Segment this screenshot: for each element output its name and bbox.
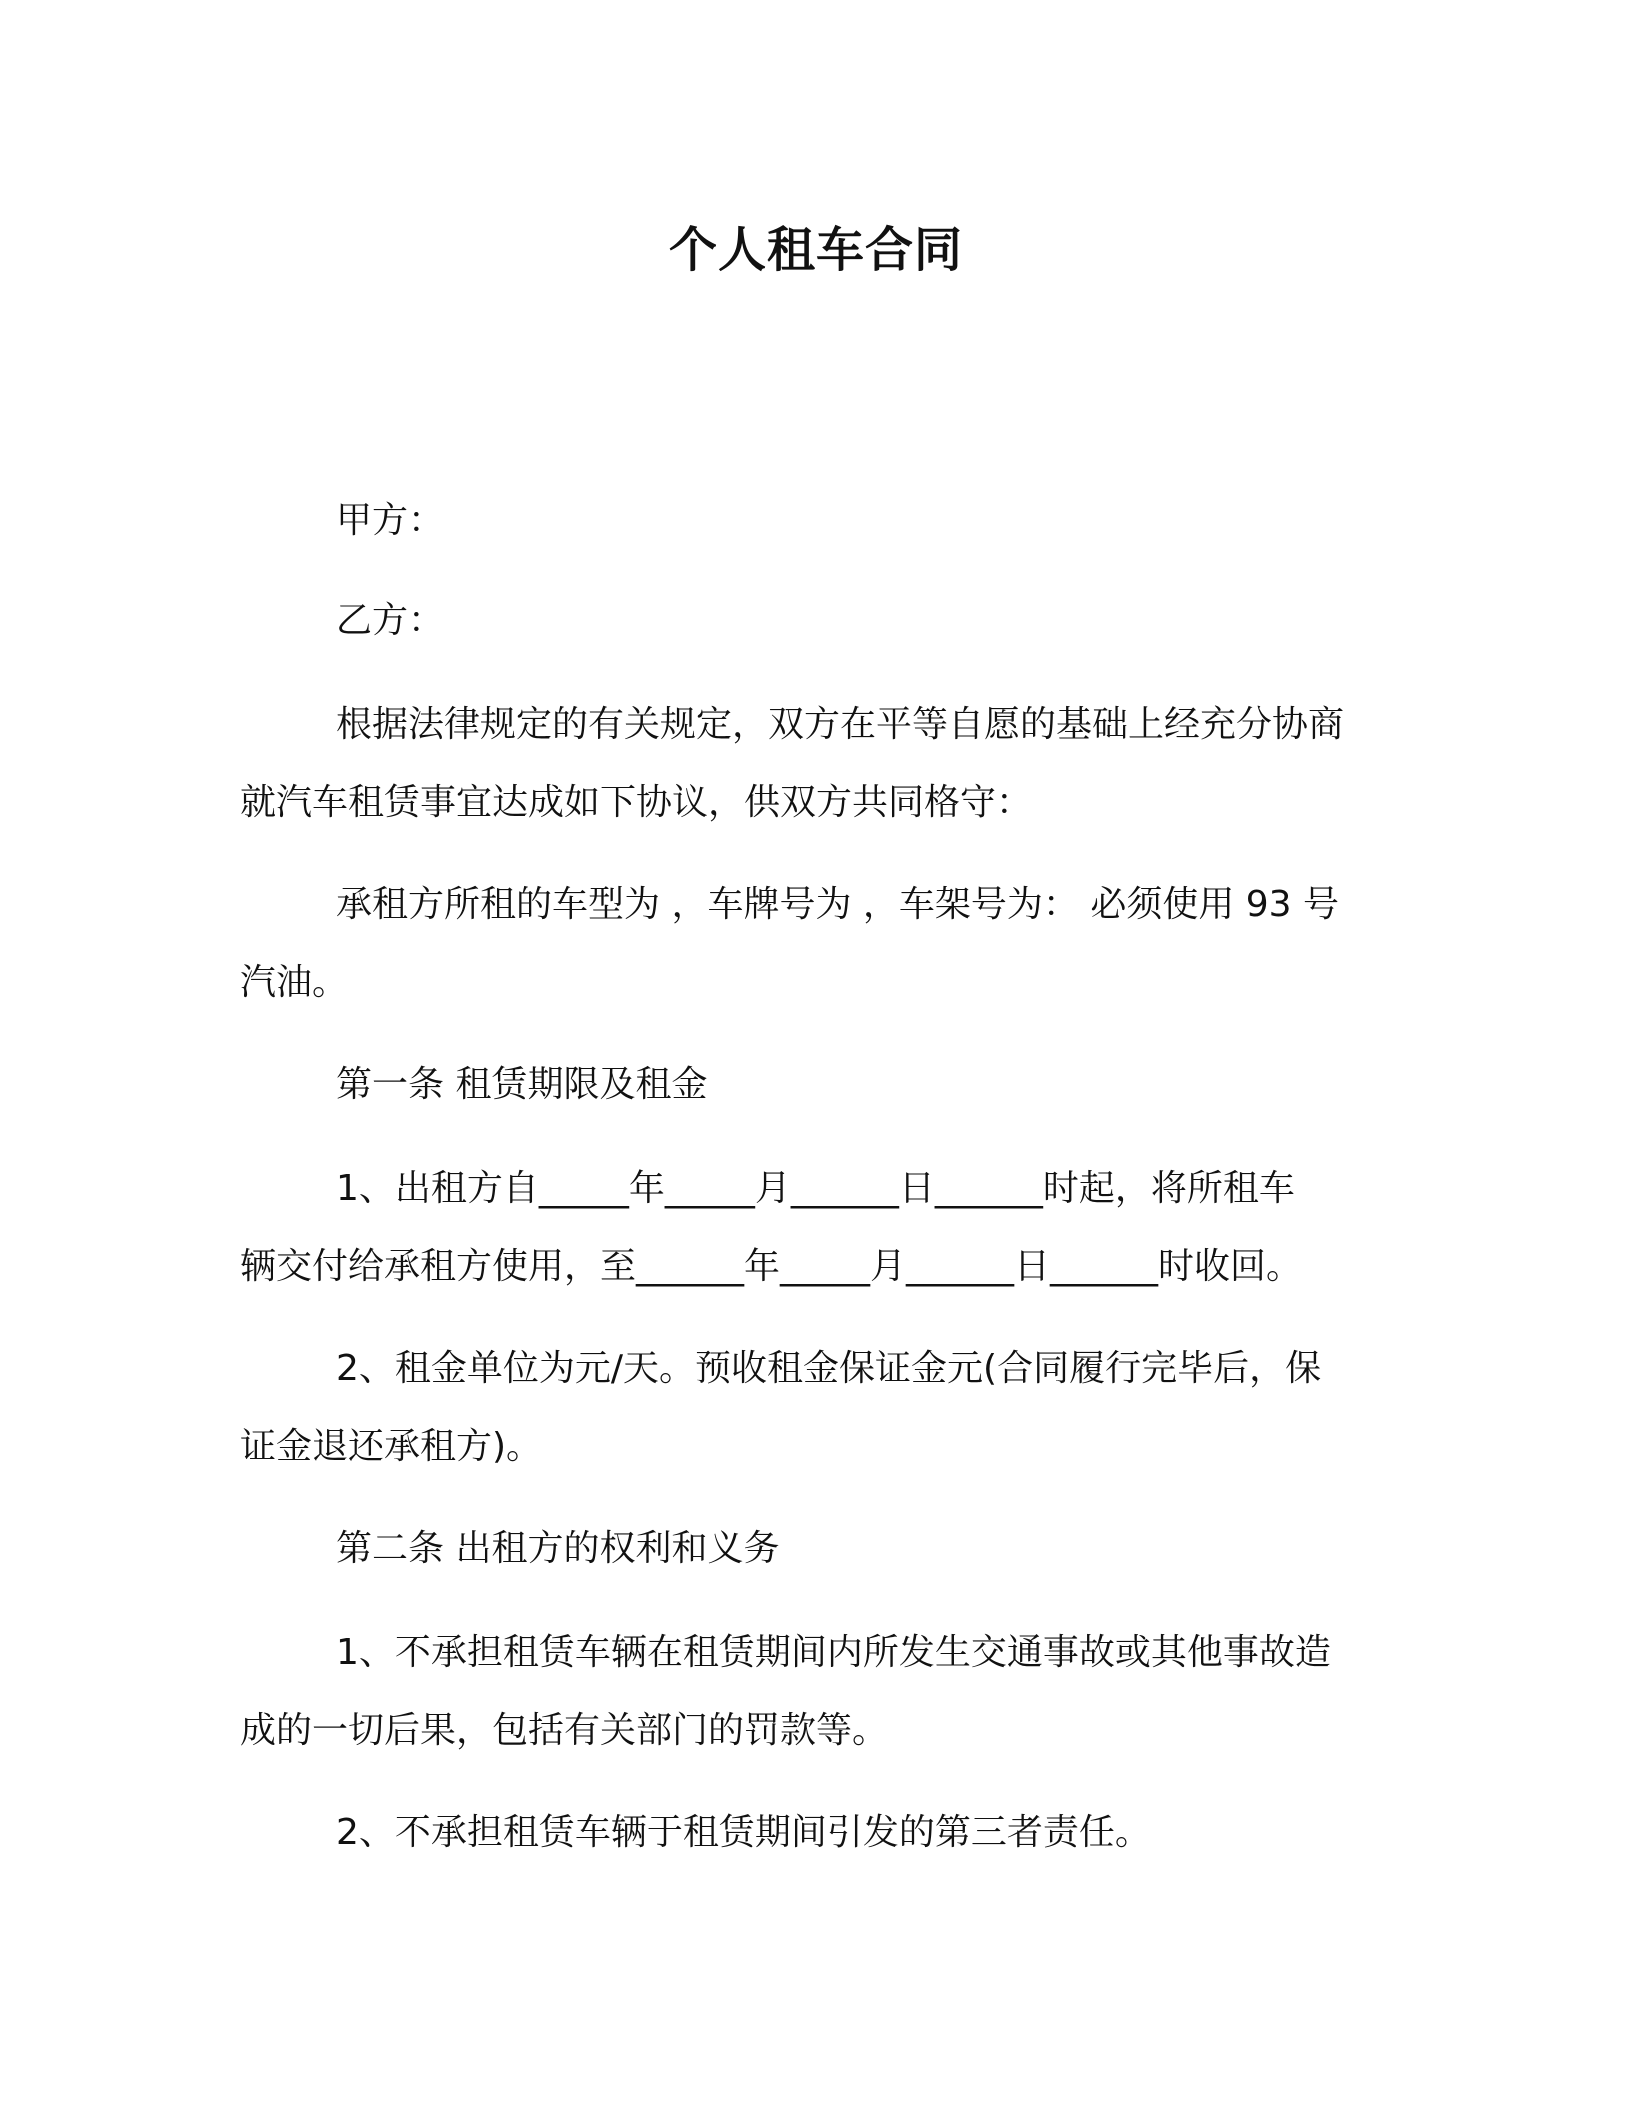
party-b-label: 乙方：: [336, 600, 445, 641]
article2-item1-line-1: 1、不承担租赁车辆在租赁期间内所发生交通事故或其他事故造: [336, 1632, 1331, 1673]
intro-line-1: 根据法律规定的有关规定，双方在平等自愿的基础上经充分协商: [336, 704, 1345, 745]
article1-item2-line-2: 证金退还承租方)。: [240, 1426, 543, 1467]
article1-heading-text: 第一条 租赁期限及租金: [336, 1064, 708, 1105]
article1-heading: [240, 1046, 1376, 1124]
intro-line-2: 就汽车租赁事宜达成如下协议，供双方共同格守：: [240, 782, 1033, 823]
article2-item1: [240, 1614, 1376, 1770]
party-b-line: [240, 582, 1376, 660]
article2-item2: [240, 1794, 1376, 1872]
article2-heading-text: 第二条 出租方的权利和义务: [336, 1528, 780, 1569]
page-title: 个人租车合同: [668, 222, 963, 278]
article1-item2: [240, 1330, 1376, 1486]
vehicle-paragraph: [240, 866, 1376, 1022]
intro-paragraph: [240, 686, 1376, 842]
article1-item1-line-2: 辆交付给承租方使用，至______年_____月______日______时收回。: [240, 1246, 1303, 1287]
article1-item1: [240, 1150, 1376, 1306]
article2-item1-line-2: 成的一切后果，包括有关部门的罚款等。: [240, 1710, 889, 1751]
article2-heading: [240, 1510, 1376, 1588]
article1-item1-line-1: 1、出租方自_____年_____月______日______时起，将所租车: [336, 1168, 1295, 1209]
party-a-line: [240, 482, 1376, 560]
article2-item2-line-1: 2、不承担租赁车辆于租赁期间引发的第三者责任。: [336, 1812, 1151, 1853]
party-a-label: 甲方：: [336, 500, 445, 541]
vehicle-line-2: 汽油。: [240, 962, 349, 1003]
vehicle-line-1: 承租方所租的车型为 ，车牌号为 ，车架号为： 必须使用 93 号: [336, 884, 1340, 925]
article1-item2-line-1: 2、租金单位为元/天。预收租金保证金元(合同履行完毕后，保: [336, 1348, 1322, 1389]
